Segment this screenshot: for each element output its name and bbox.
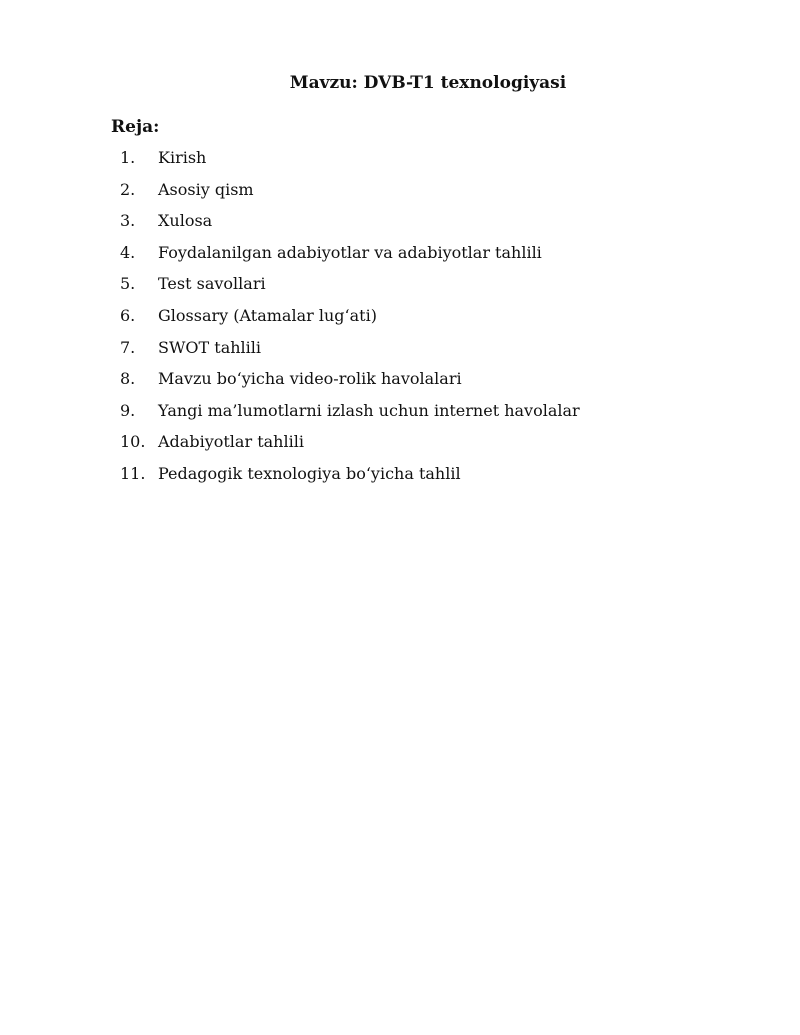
- list-item-number: 11.: [120, 463, 146, 483]
- list-item-number: 2.: [120, 179, 136, 199]
- list-item-text: Foydalanilgan adabiyotlar va adabiyotlar tahlili: [158, 242, 542, 262]
- list-item-number: 9.: [120, 400, 136, 420]
- list-item-number: 8.: [120, 369, 136, 389]
- list-item-text: Mavzu bo‘yicha video-rolik havolalari: [158, 369, 462, 389]
- list-item-number: 1.: [120, 148, 136, 167]
- plan-heading: Reja:: [111, 117, 160, 137]
- list-item-number: 10.: [120, 432, 146, 452]
- list-item-number: 6.: [120, 305, 136, 325]
- list-item-text: Test savollari: [158, 274, 266, 294]
- list-item-number: 5.: [120, 274, 136, 294]
- document-title: Mavzu: DVB-T1 texnologiyasi: [289, 73, 567, 93]
- list-item-text: Yangi ma’lumotlarni izlash uchun internet havolalar: [158, 400, 580, 420]
- list-item-number: 7.: [120, 337, 136, 357]
- list-item-text: SWOT tahlili: [158, 337, 262, 357]
- list-item-text: Xulosa: [158, 211, 213, 231]
- list-item-text: Pedagogik texnologiya bo‘yicha tahlil: [158, 463, 461, 483]
- list-item-number: 3.: [120, 211, 136, 231]
- list-item-text: Adabiyotlar tahlili: [158, 432, 304, 452]
- list-item-text: Glossary (Atamalar lug‘ati): [158, 305, 377, 325]
- list-item-text: Kirish: [158, 148, 207, 167]
- list-item-number: 4.: [120, 242, 136, 262]
- list-item-text: Asosiy qism: [158, 179, 254, 199]
